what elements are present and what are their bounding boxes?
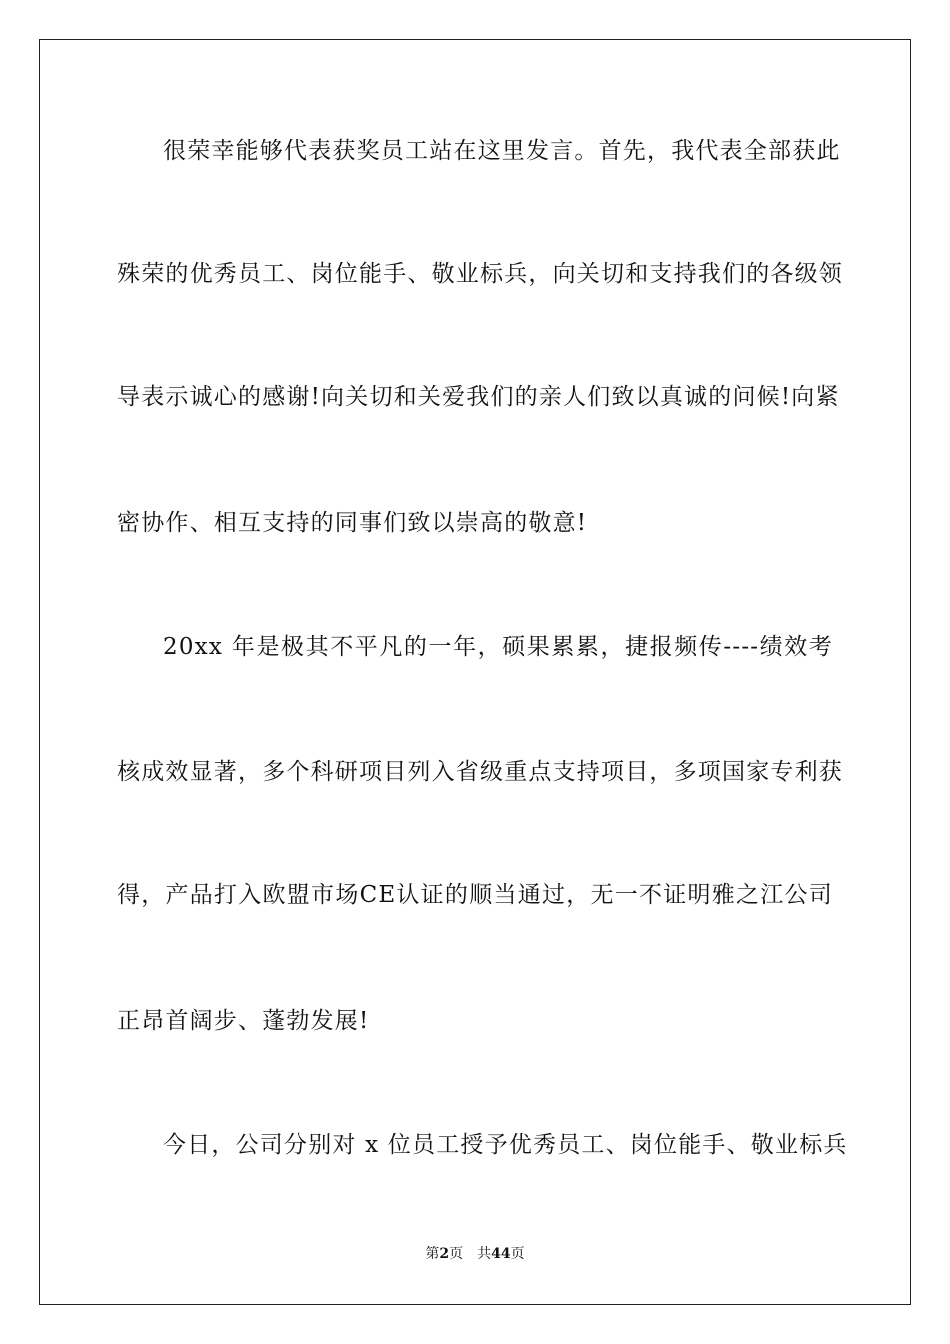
paragraph-line: 殊荣的优秀员工、岗位能手、敬业标兵，向关切和支持我们的各级领 [117, 261, 843, 287]
footer-prefix: 第 [425, 1246, 440, 1262]
paragraph-line: 今日，公司分别对 x 位员工授予优秀员工、岗位能手、敬业标兵 [163, 1132, 848, 1158]
paragraph-line: 很荣幸能够代表获奖员工站在这里发言。首先，我代表全部获此 [163, 138, 841, 164]
paragraph-line: 导表示诚心的感谢!向关切和关爱我们的亲人们致以真诚的问候!向紧 [117, 384, 840, 410]
current-page-number: 2 [439, 1246, 450, 1262]
footer-total-suffix: 页 [510, 1246, 525, 1262]
page-footer [0, 1245, 950, 1263]
paragraph-line: 核成效显著，多个科研项目列入省级重点支持项目，多项国家专利获 [117, 759, 843, 785]
paragraph-line: 得，产品打入欧盟市场CE认证的顺当通过，无一不证明雅之江公司 [117, 882, 833, 908]
total-pages-number: 44 [491, 1246, 511, 1262]
footer-page-suffix: 页 [449, 1246, 464, 1262]
paragraph-line: 20xx 年是极其不平凡的一年，硕果累累，捷报频传----绩效考 [163, 634, 833, 660]
paragraph-line: 正昂首阔步、蓬勃发展! [117, 1008, 370, 1034]
footer-total-prefix: 共 [477, 1246, 492, 1262]
page-border [39, 39, 911, 1305]
paragraph-line: 密协作、相互支持的同事们致以崇高的敬意! [117, 510, 588, 536]
